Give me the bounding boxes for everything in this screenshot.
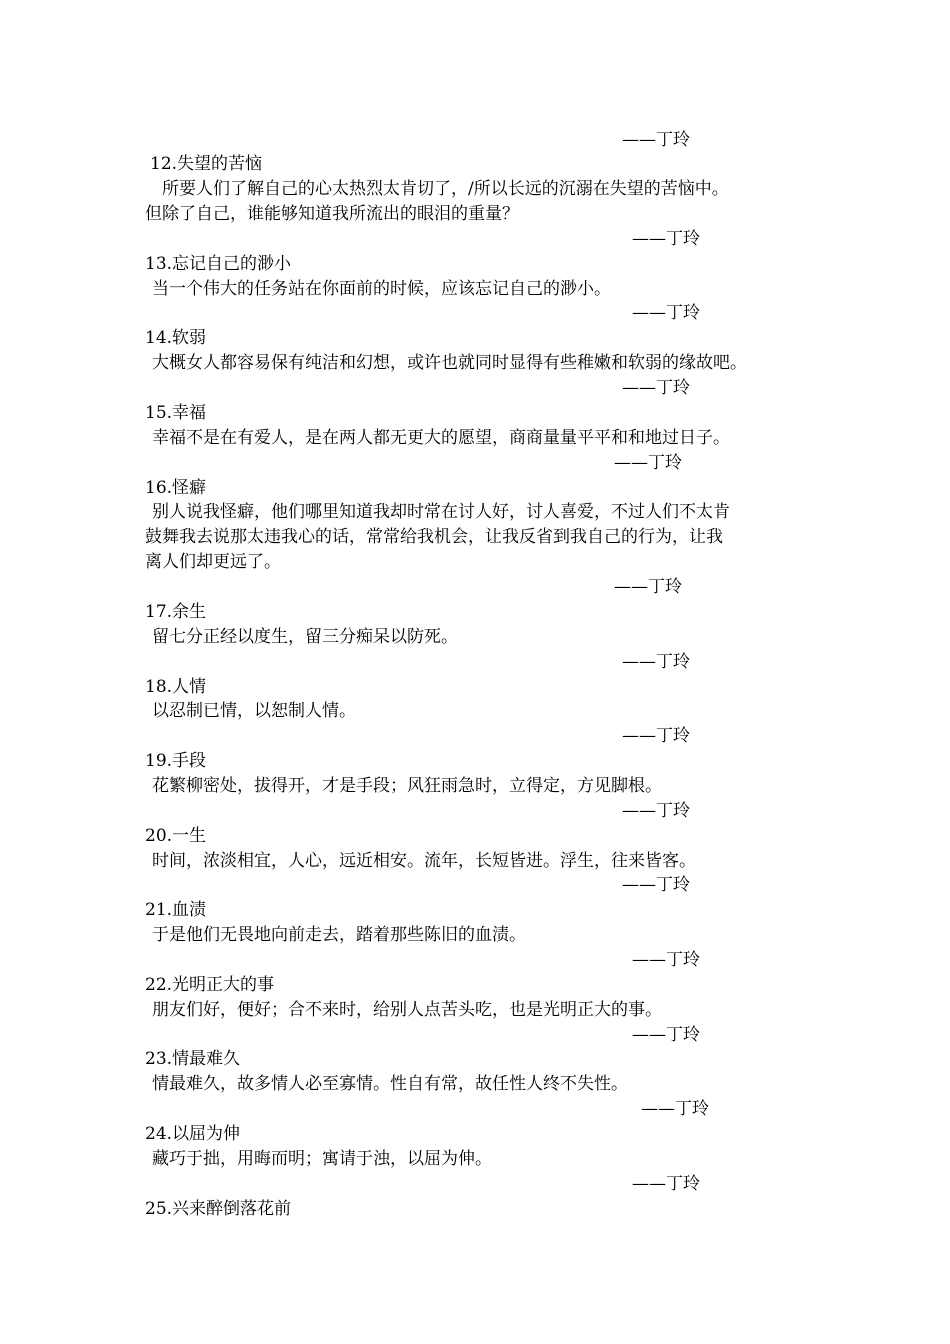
entry-text-22-line-1: 朋友们好，便好；合不来时，给别人点苦头吃，也是光明正大的事。 bbox=[152, 1000, 662, 1020]
entry-heading-19: 19.手段 bbox=[145, 751, 207, 771]
attribution-19: ——丁玲 bbox=[622, 801, 690, 821]
entry-text-16-line-1: 别人说我怪癖，他们哪里知道我却时常在讨人好，讨人喜爱，不过人们不太肯 bbox=[152, 502, 730, 522]
entry-heading-22: 22.光明正大的事 bbox=[145, 975, 275, 995]
entry-text-12-line-1: 所要人们了解自己的心太热烈太肯切了，/所以长远的沉溺在失望的苦恼中。 bbox=[162, 179, 729, 199]
attribution-22: ——丁玲 bbox=[632, 1025, 700, 1045]
entry-heading-24: 24.以屈为伸 bbox=[145, 1124, 241, 1144]
entry-heading-13: 13.忘记自己的渺小 bbox=[145, 254, 292, 274]
attribution-23: ——丁玲 bbox=[641, 1099, 709, 1119]
entry-text-12-line-2: 但除了自己，谁能够知道我所流出的眼泪的重量？ bbox=[145, 204, 519, 224]
entry-heading-16: 16.怪癖 bbox=[145, 478, 207, 498]
entry-text-17-line-1: 留七分正经以度生，留三分痴呆以防死。 bbox=[152, 627, 458, 647]
entry-text-21-line-1: 于是他们无畏地向前走去，踏着那些陈旧的血渍。 bbox=[152, 925, 526, 945]
attribution-12: ——丁玲 bbox=[632, 229, 700, 249]
attribution-20: ——丁玲 bbox=[622, 875, 690, 895]
entry-text-13-line-1: 当一个伟大的任务站在你面前的时候，应该忘记自己的渺小。 bbox=[152, 279, 611, 299]
entry-text-15-line-1: 幸福不是在有爱人，是在两人都无更大的愿望，商商量量平平和和地过日子。 bbox=[152, 428, 730, 448]
entry-text-18-line-1: 以忍制已情，以恕制人情。 bbox=[152, 701, 356, 721]
entry-text-14-line-1: 大概女人都容易保有纯洁和幻想，或许也就同时显得有些稚嫩和软弱的缘故吧。 bbox=[152, 353, 747, 373]
entry-heading-15: 15.幸福 bbox=[145, 403, 207, 423]
attribution-18: ——丁玲 bbox=[622, 726, 690, 746]
entry-text-16-line-2: 鼓舞我去说那太违我心的话，常常给我机会，让我反省到我自己的行为，让我 bbox=[145, 527, 723, 547]
entry-text-19-line-1: 花繁柳密处，拔得开，才是手段；风狂雨急时，立得定，方见脚根。 bbox=[152, 776, 662, 796]
attribution-17: ——丁玲 bbox=[622, 652, 690, 672]
entry-heading-20: 20.一生 bbox=[145, 826, 207, 846]
entry-text-24-line-1: 藏巧于拙，用晦而明；寓请于浊，以屈为伸。 bbox=[152, 1149, 492, 1169]
entry-text-20-line-1: 时间，浓淡相宜，人心，远近相安。流年，长短皆进。浮生，往来皆客。 bbox=[152, 851, 696, 871]
attribution-21: ——丁玲 bbox=[632, 950, 700, 970]
entry-heading-14: 14.软弱 bbox=[145, 328, 207, 348]
entry-heading-25: 25.兴来醉倒落花前 bbox=[145, 1199, 292, 1219]
entry-text-16-line-3: 离人们却更远了。 bbox=[145, 552, 281, 572]
attribution-top: ——丁玲 bbox=[622, 130, 690, 150]
entry-heading-12: 12.失望的苦恼 bbox=[150, 154, 263, 174]
attribution-15: ——丁玲 bbox=[614, 453, 682, 473]
entry-heading-17: 17.余生 bbox=[145, 602, 207, 622]
attribution-16: ——丁玲 bbox=[614, 577, 682, 597]
attribution-24: ——丁玲 bbox=[632, 1174, 700, 1194]
entry-text-23-line-1: 情最难久，故多情人必至寡情。性自有常，故任性人终不失性。 bbox=[152, 1074, 628, 1094]
attribution-13: ——丁玲 bbox=[632, 303, 700, 323]
entry-heading-18: 18.人情 bbox=[145, 677, 207, 697]
entry-heading-23: 23.情最难久 bbox=[145, 1049, 241, 1069]
entry-heading-21: 21.血渍 bbox=[145, 900, 207, 920]
attribution-14: ——丁玲 bbox=[622, 378, 690, 398]
